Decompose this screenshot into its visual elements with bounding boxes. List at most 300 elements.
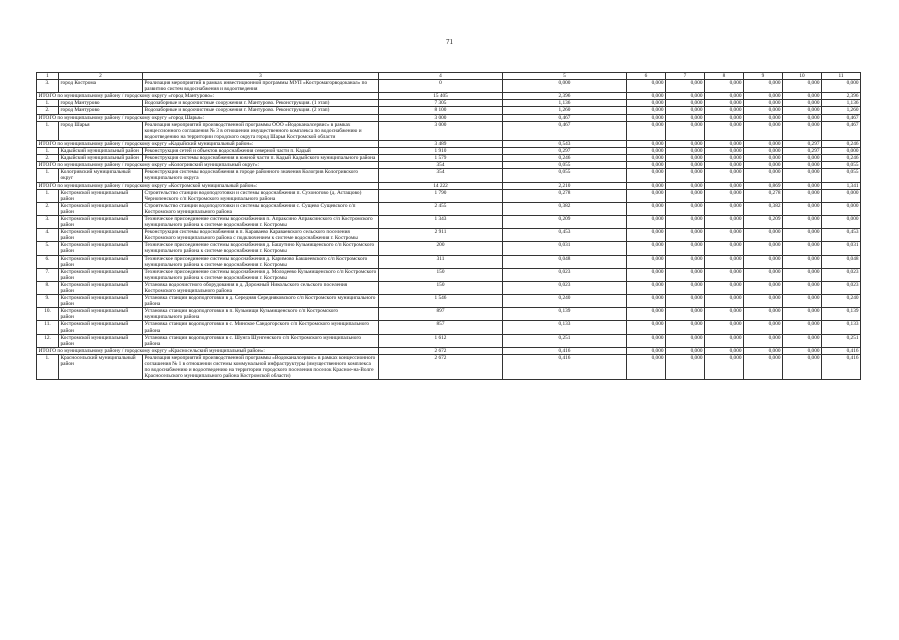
value-cell-v4: 200 [379, 242, 503, 255]
value-cell-v7: 0,000 [666, 162, 705, 169]
value-cell-v10: 0,000 [783, 242, 822, 255]
value-cell-v9: 0,000 [744, 100, 783, 107]
header-cell: 5 [503, 73, 627, 80]
value-cell-v6: 0,000 [627, 334, 666, 347]
header-cell: 7 [666, 73, 705, 80]
value-cell-v10: 0,000 [783, 229, 822, 242]
value-cell-v7: 0,000 [666, 140, 705, 147]
table-row [37, 189, 861, 202]
total-row [37, 140, 861, 147]
value-cell-v8: 0,000 [705, 268, 744, 281]
value-cell-v4: 8 100 [379, 107, 503, 114]
description-cell: Установка станции водоподготовки в с. Минское Сандогорского с/п Костромского муниципального района [143, 321, 379, 334]
value-cell-v11: 0,048 [822, 255, 861, 268]
value-cell-v5: 0,246 [503, 155, 627, 162]
row-number: 6. [37, 255, 59, 268]
value-cell-v4: 1 790 [379, 189, 503, 202]
header-cell: 2 [59, 73, 143, 80]
row-number: 11. [37, 321, 59, 334]
value-cell-v6: 0,000 [627, 354, 666, 379]
value-cell-v9: 0,000 [744, 295, 783, 308]
value-cell-v4: 2 672 [379, 347, 503, 354]
value-cell-v9: 0,000 [744, 229, 783, 242]
value-cell-v8: 0,000 [705, 80, 744, 93]
value-cell-v7: 0,000 [666, 169, 705, 182]
value-cell-v6: 0,000 [627, 229, 666, 242]
value-cell-v11: 0,023 [822, 281, 861, 294]
value-cell-v6: 0,000 [627, 347, 666, 354]
region-cell: Костромской муниципальный район [59, 334, 143, 347]
value-cell-v5: 1,136 [503, 100, 627, 107]
value-cell-v4: 311 [379, 255, 503, 268]
header-cell: 10 [783, 73, 822, 80]
header-cell: 8 [705, 73, 744, 80]
value-cell-v6: 0,000 [627, 182, 666, 189]
value-cell-v4: 354 [379, 169, 503, 182]
value-cell-v11: 0,000 [822, 80, 861, 93]
value-cell-v8: 0,000 [705, 215, 744, 228]
total-row [37, 93, 861, 100]
value-cell-v4: 3 489 [379, 140, 503, 147]
row-number: 12. [37, 334, 59, 347]
value-cell-v4: 857 [379, 321, 503, 334]
value-cell-v7: 0,000 [666, 202, 705, 215]
value-cell-v11: 0,467 [822, 121, 861, 140]
value-cell-v11: 0,055 [822, 162, 861, 169]
value-cell-v4: 1 579 [379, 155, 503, 162]
value-cell-v6: 0,000 [627, 308, 666, 321]
value-cell-v8: 0,000 [705, 100, 744, 107]
description-cell: Реконструкция системы водоснабжения в городе районного значения Кологрив Кологривского муниципального округа [143, 169, 379, 182]
region-cell: Костромской муниципальный район [59, 215, 143, 228]
value-cell-v4: 2 672 [379, 354, 503, 379]
value-cell-v8: 0,000 [705, 121, 744, 140]
value-cell-v4: 2 455 [379, 202, 503, 215]
value-cell-v7: 0,000 [666, 107, 705, 114]
value-cell-v7: 0,000 [666, 321, 705, 334]
description-cell: Техническое присоединение системы водоснабжения д. Башутино Кузьмищенского с/п Костромского муниципального района к системе водоснабжения г. Костромы [143, 242, 379, 255]
header-cell: 9 [744, 73, 783, 80]
value-cell-v11: 0,000 [822, 189, 861, 202]
value-cell-v8: 0,000 [705, 189, 744, 202]
value-cell-v4: 3 000 [379, 114, 503, 121]
value-cell-v8: 0,000 [705, 354, 744, 379]
value-cell-v9: 0,000 [744, 140, 783, 147]
value-cell-v7: 0,000 [666, 189, 705, 202]
value-cell-v7: 0,000 [666, 354, 705, 379]
value-cell-v5: 0,416 [503, 347, 627, 354]
value-cell-v11: 1,136 [822, 100, 861, 107]
value-cell-v7: 0,000 [666, 215, 705, 228]
value-cell-v8: 0,000 [705, 162, 744, 169]
table-row [37, 107, 861, 114]
header-cell: 3 [143, 73, 379, 80]
row-number: 2. [37, 107, 59, 114]
total-label: ИТОГО по муниципальному району / городскому округу «Кологривский муниципальный округ»: [37, 162, 379, 169]
value-cell-v9: 0,209 [744, 215, 783, 228]
value-cell-v4: 150 [379, 268, 503, 281]
value-cell-v7: 0,000 [666, 155, 705, 162]
value-cell-v4: 1 612 [379, 334, 503, 347]
value-cell-v6: 0,000 [627, 162, 666, 169]
value-cell-v6: 0,000 [627, 321, 666, 334]
value-cell-v6: 0,000 [627, 215, 666, 228]
value-cell-v11: 2,396 [822, 93, 861, 100]
value-cell-v10: 0,000 [783, 202, 822, 215]
value-cell-v11: 0,240 [822, 295, 861, 308]
value-cell-v9: 0,000 [744, 255, 783, 268]
table-row [37, 295, 861, 308]
value-cell-v11: 0,031 [822, 242, 861, 255]
value-cell-v10: 0,297 [783, 148, 822, 155]
description-cell: Водозаборные и водоочистные сооружения г. Мантурово. Реконструкция. (1 этап) [143, 100, 379, 107]
total-label: ИТОГО по муниципальному району / городскому округу «Кадыйский муниципальный район»: [37, 140, 379, 147]
value-cell-v5: 0,048 [503, 255, 627, 268]
value-cell-v6: 0,000 [627, 281, 666, 294]
table-row [37, 229, 861, 242]
region-cell: Кадыйский муниципальный район [59, 155, 143, 162]
value-cell-v9: 0,000 [744, 321, 783, 334]
row-number: 1. [37, 169, 59, 182]
value-cell-v8: 0,000 [705, 155, 744, 162]
value-cell-v7: 0,000 [666, 229, 705, 242]
total-label: ИТОГО по муниципальному району / городскому округу «город Шарья»: [37, 114, 379, 121]
total-label: ИТОГО по муниципальному району / городскому округу «Костромской муниципальный район»: [37, 182, 379, 189]
table-row [37, 281, 861, 294]
region-cell: Костромской муниципальный район [59, 308, 143, 321]
value-cell-v10: 0,000 [783, 162, 822, 169]
value-cell-v8: 0,000 [705, 242, 744, 255]
value-cell-v5: 0,467 [503, 114, 627, 121]
value-cell-v9: 0,278 [744, 189, 783, 202]
value-cell-v7: 0,000 [666, 100, 705, 107]
description-cell: Реконструкция системы водоснабжения в п. Караваево Караваевского сельского поселения Костромского муниципального района с подключением к системе водоснабжения г. Костромы [143, 229, 379, 242]
value-cell-v11: 0,055 [822, 169, 861, 182]
table-row [37, 155, 861, 162]
value-cell-v5: 0,278 [503, 189, 627, 202]
value-cell-v9: 0,000 [744, 268, 783, 281]
value-cell-v9: 0,000 [744, 114, 783, 121]
value-cell-v6: 0,000 [627, 169, 666, 182]
value-cell-v4: 3 000 [379, 121, 503, 140]
value-cell-v6: 0,000 [627, 93, 666, 100]
value-cell-v9: 0,000 [744, 354, 783, 379]
value-cell-v8: 0,000 [705, 140, 744, 147]
row-number: 7. [37, 268, 59, 281]
value-cell-v7: 0,000 [666, 334, 705, 347]
value-cell-v5: 0,416 [503, 354, 627, 379]
table-row [37, 321, 861, 334]
total-row [37, 114, 861, 121]
description-cell: Техническое присоединение системы водоснабжения п. Апраксино Апраксинского с/п Костромского муниципального района к системе водоснабжения г. Костромы [143, 215, 379, 228]
description-cell: Реализация мероприятий производственной программы ООО «Водоканалсервис» в рамках концессионного соглашения № 3 в отношении имущественного комплекса по водоснабжению и водоотведению на территории городского округа город Шарья Костромской области [143, 121, 379, 140]
value-cell-v5: 2,210 [503, 182, 627, 189]
description-cell: Реализация мероприятий производственной программы «Водоканалсервис» в рамках концессионного соглашения № 1 в отношении системы коммунальной инфраструктуры (имущественного комплекса по водоснабжению и водоотведению на территории городского поселения поселок Красное-на-Волге Красносельского муниципального района Костромской области) [143, 354, 379, 379]
value-cell-v8: 0,000 [705, 182, 744, 189]
table-row [37, 121, 861, 140]
value-cell-v7: 0,000 [666, 255, 705, 268]
table-row [37, 255, 861, 268]
value-cell-v7: 0,000 [666, 281, 705, 294]
value-cell-v4: 0 [379, 80, 503, 93]
region-cell: Костромской муниципальный район [59, 202, 143, 215]
region-cell: Костромской муниципальный район [59, 255, 143, 268]
description-cell: Строительство станции водоподготовки и системы водоснабжения с. Сущево Сущевского с/п Костромского муниципального района [143, 202, 379, 215]
value-cell-v10: 0,000 [783, 169, 822, 182]
value-cell-v8: 0,000 [705, 255, 744, 268]
value-cell-v6: 0,000 [627, 255, 666, 268]
region-cell: город Мантурово [59, 100, 143, 107]
value-cell-v5: 0,031 [503, 242, 627, 255]
value-cell-v5: 0,133 [503, 321, 627, 334]
table-row [37, 202, 861, 215]
value-cell-v7: 0,000 [666, 347, 705, 354]
value-cell-v10: 0,000 [783, 354, 822, 379]
value-cell-v10: 0,000 [783, 107, 822, 114]
value-cell-v5: 0,055 [503, 162, 627, 169]
value-cell-v4: 7 305 [379, 100, 503, 107]
value-cell-v7: 0,000 [666, 80, 705, 93]
value-cell-v6: 0,000 [627, 189, 666, 202]
table-row [37, 169, 861, 182]
value-cell-v6: 0,000 [627, 295, 666, 308]
row-number: 5. [37, 242, 59, 255]
row-number: 2. [37, 202, 59, 215]
value-cell-v7: 0,000 [666, 93, 705, 100]
region-cell: город Шарья [59, 121, 143, 140]
value-cell-v5: 0,453 [503, 229, 627, 242]
value-cell-v5: 0,023 [503, 268, 627, 281]
value-cell-v5: 0,240 [503, 295, 627, 308]
value-cell-v4: 1 910 [379, 148, 503, 155]
value-cell-v6: 0,000 [627, 202, 666, 215]
value-cell-v6: 0,000 [627, 80, 666, 93]
value-cell-v5: 0,297 [503, 148, 627, 155]
description-cell: Техническое присоединение системы водоснабжения д. Каримово Бакшеевского с/п Костромского муниципального района к системе водоснабжения г. Костромы [143, 255, 379, 268]
value-cell-v8: 0,000 [705, 114, 744, 121]
table-row [37, 334, 861, 347]
description-cell: Строительство станции водоподготовки и системы водоснабжения п. Сухоногово (д. Астащово) Чернопенского с/п Костромского муниципального района [143, 189, 379, 202]
value-cell-v10: 0,000 [783, 281, 822, 294]
row-number: 1. [37, 354, 59, 379]
value-cell-v6: 0,000 [627, 114, 666, 121]
value-cell-v11: 0,416 [822, 347, 861, 354]
value-cell-v6: 0,000 [627, 140, 666, 147]
header-cell: 1 [37, 73, 59, 80]
value-cell-v10: 0,000 [783, 121, 822, 140]
row-number: 9. [37, 295, 59, 308]
value-cell-v9: 0,000 [744, 242, 783, 255]
value-cell-v9: 0,000 [744, 121, 783, 140]
row-number: 3. [37, 215, 59, 228]
value-cell-v10: 0,297 [783, 140, 822, 147]
value-cell-v8: 0,000 [705, 347, 744, 354]
value-cell-v6: 0,000 [627, 107, 666, 114]
value-cell-v9: 0,000 [744, 281, 783, 294]
total-row [37, 347, 861, 354]
row-number: 2. [37, 155, 59, 162]
value-cell-v10: 0,000 [783, 268, 822, 281]
region-cell: Костромской муниципальный район [59, 268, 143, 281]
value-cell-v11: 0,000 [822, 148, 861, 155]
value-cell-v6: 0,000 [627, 100, 666, 107]
description-cell: Установка станции водоподготовки в д. Середняя Середняковского с/п Костромского муниципального района [143, 295, 379, 308]
region-cell: город Кострома [59, 80, 143, 93]
row-number: 1. [37, 189, 59, 202]
value-cell-v10: 0,000 [783, 321, 822, 334]
value-cell-v11: 0,251 [822, 334, 861, 347]
table-row [37, 215, 861, 228]
region-cell: Костромской муниципальный район [59, 189, 143, 202]
value-cell-v10: 0,000 [783, 189, 822, 202]
value-cell-v10: 0,000 [783, 215, 822, 228]
value-cell-v9: 0,000 [744, 169, 783, 182]
row-number: 10. [37, 308, 59, 321]
value-cell-v8: 0,000 [705, 321, 744, 334]
value-cell-v9: 0,869 [744, 182, 783, 189]
row-number: 1. [37, 148, 59, 155]
header-cell: 11 [822, 73, 861, 80]
table-row [37, 80, 861, 93]
investment-table [36, 72, 861, 380]
value-cell-v9: 0,000 [744, 148, 783, 155]
value-cell-v10: 0,000 [783, 255, 822, 268]
row-number: 1. [37, 100, 59, 107]
value-cell-v10: 0,000 [783, 295, 822, 308]
value-cell-v8: 0,000 [705, 169, 744, 182]
value-cell-v11: 0,133 [822, 321, 861, 334]
value-cell-v8: 0,000 [705, 295, 744, 308]
value-cell-v6: 0,000 [627, 242, 666, 255]
value-cell-v11: 0,000 [822, 202, 861, 215]
value-cell-v11: 1,260 [822, 107, 861, 114]
value-cell-v7: 0,000 [666, 242, 705, 255]
value-cell-v5: 0,209 [503, 215, 627, 228]
value-cell-v11: 0,023 [822, 268, 861, 281]
value-cell-v9: 0,000 [744, 107, 783, 114]
description-cell: Установка станции водоподготовки в с. Шунга Шунгенского с/п Костромского муниципального района [143, 334, 379, 347]
value-cell-v7: 0,000 [666, 182, 705, 189]
value-cell-v8: 0,000 [705, 281, 744, 294]
table-row [37, 242, 861, 255]
value-cell-v9: 0,000 [744, 334, 783, 347]
value-cell-v8: 0,000 [705, 229, 744, 242]
value-cell-v8: 0,000 [705, 107, 744, 114]
region-cell: Кологривский муниципальный округ [59, 169, 143, 182]
value-cell-v10: 0,000 [783, 93, 822, 100]
value-cell-v6: 0,000 [627, 268, 666, 281]
value-cell-v9: 0,000 [744, 93, 783, 100]
row-number: 3. [37, 80, 59, 93]
row-number: 8. [37, 281, 59, 294]
region-cell: Костромской муниципальный район [59, 295, 143, 308]
value-cell-v5: 2,396 [503, 93, 627, 100]
region-cell: Костромской муниципальный район [59, 242, 143, 255]
value-cell-v9: 0,382 [744, 202, 783, 215]
value-cell-v11: 0,246 [822, 155, 861, 162]
value-cell-v7: 0,000 [666, 121, 705, 140]
value-cell-v5: 0,251 [503, 334, 627, 347]
value-cell-v11: 0,416 [822, 354, 861, 379]
value-cell-v5: 0,000 [503, 80, 627, 93]
description-cell: Установка водоочистного оборудования в д. Дорожный Никольского сельского поселения Костромского муниципального района [143, 281, 379, 294]
value-cell-v10: 0,000 [783, 80, 822, 93]
value-cell-v10: 0,000 [783, 347, 822, 354]
value-cell-v11: 0,139 [822, 308, 861, 321]
region-cell: Костромской муниципальный район [59, 321, 143, 334]
value-cell-v4: 897 [379, 308, 503, 321]
value-cell-v10: 0,000 [783, 100, 822, 107]
value-cell-v8: 0,000 [705, 308, 744, 321]
value-cell-v10: 0,000 [783, 334, 822, 347]
header-cell: 4 [379, 73, 503, 80]
value-cell-v11: 0,453 [822, 229, 861, 242]
value-cell-v5: 0,055 [503, 169, 627, 182]
value-cell-v10: 0,000 [783, 308, 822, 321]
description-cell: Водозаборные и водоочистные сооружения г. Мантурово. Реконструкция. (2 этап) [143, 107, 379, 114]
row-number: 1. [37, 121, 59, 140]
value-cell-v4: 150 [379, 281, 503, 294]
value-cell-v7: 0,000 [666, 268, 705, 281]
value-cell-v8: 0,000 [705, 93, 744, 100]
region-cell: Костромской муниципальный район [59, 229, 143, 242]
value-cell-v8: 0,000 [705, 334, 744, 347]
value-cell-v4: 1 546 [379, 295, 503, 308]
total-label: ИТОГО по муниципальному району / городскому округу «Красносельский муниципальный район»: [37, 347, 379, 354]
value-cell-v7: 0,000 [666, 148, 705, 155]
value-cell-v11: 0,246 [822, 140, 861, 147]
value-cell-v11: 0,467 [822, 114, 861, 121]
region-cell: Красносельский муниципальный район [59, 354, 143, 379]
value-cell-v9: 0,000 [744, 80, 783, 93]
value-cell-v5: 0,023 [503, 281, 627, 294]
row-number: 4. [37, 229, 59, 242]
value-cell-v10: 0,000 [783, 155, 822, 162]
value-cell-v9: 0,000 [744, 308, 783, 321]
value-cell-v7: 0,000 [666, 114, 705, 121]
value-cell-v7: 0,000 [666, 295, 705, 308]
page-number: 71 [446, 38, 453, 46]
value-cell-v9: 0,000 [744, 162, 783, 169]
value-cell-v5: 0,382 [503, 202, 627, 215]
value-cell-v11: 0,000 [822, 215, 861, 228]
table-row [37, 100, 861, 107]
value-cell-v6: 0,000 [627, 155, 666, 162]
description-cell: Техническое присоединение системы водоснабжения д. Молодеево Кузьмищенского с/п Костромского муниципального района к системе водоснабжения г. Костромы [143, 268, 379, 281]
description-cell: Установка станции водоподготовки в п. Кузьмищи Кузьмищенского с/п Костромского муниципального района [143, 308, 379, 321]
table-row [37, 148, 861, 155]
description-cell: Реконструкция системы водоснабжения в южной части п. Кадый Кадыйского муниципального района [143, 155, 379, 162]
table-row [37, 268, 861, 281]
total-label: ИТОГО по муниципальному району / городскому округу «город Мантурово»: [37, 93, 379, 100]
value-cell-v9: 0,000 [744, 155, 783, 162]
table-row [37, 354, 861, 379]
value-cell-v4: 354 [379, 162, 503, 169]
total-row [37, 162, 861, 169]
value-cell-v6: 0,000 [627, 121, 666, 140]
description-cell: Реализация мероприятий в рамках инвестиционной программы МУП «Костромагорводоканал» по развитию систем водоснабжения и водоотведения [143, 80, 379, 93]
value-cell-v8: 0,000 [705, 202, 744, 215]
region-cell: Костромской муниципальный район [59, 281, 143, 294]
total-row [37, 182, 861, 189]
value-cell-v10: 0,000 [783, 182, 822, 189]
value-cell-v4: 2 911 [379, 229, 503, 242]
value-cell-v5: 0,543 [503, 140, 627, 147]
table-row [37, 308, 861, 321]
value-cell-v6: 0,000 [627, 148, 666, 155]
value-cell-v10: 0,000 [783, 114, 822, 121]
value-cell-v11: 1,341 [822, 182, 861, 189]
